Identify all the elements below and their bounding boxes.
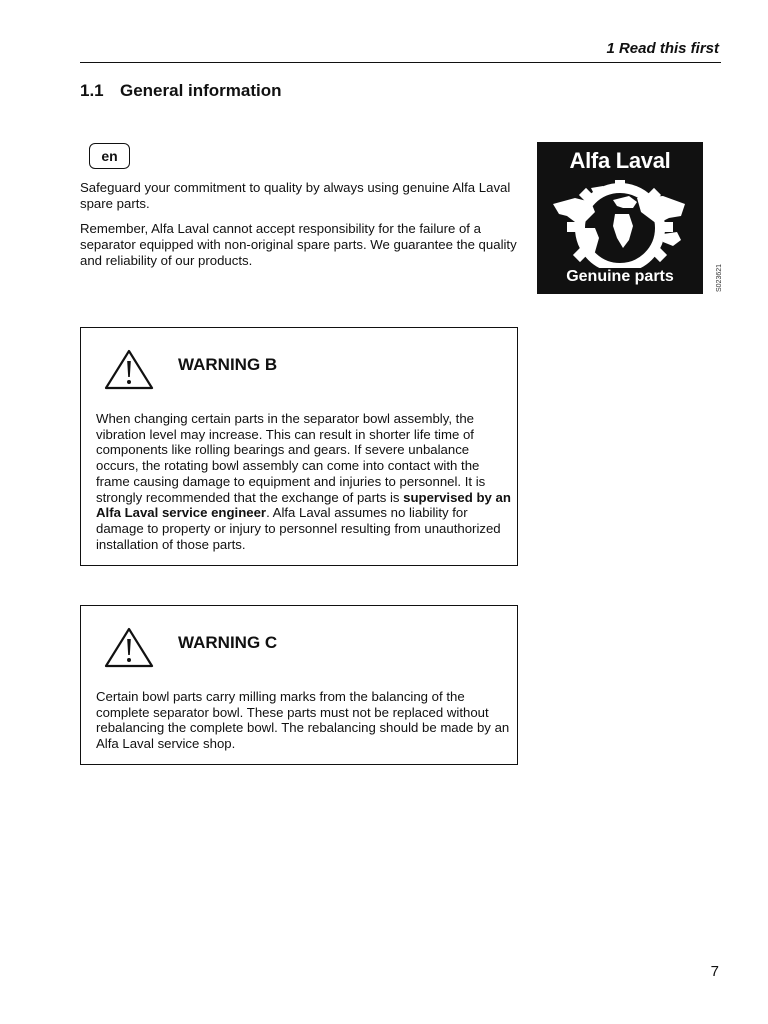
- figure-code: [716, 262, 726, 294]
- header-divider: [80, 62, 721, 63]
- figure-code-text: S023621: [716, 263, 723, 292]
- warning-triangle-icon: [103, 348, 155, 390]
- language-badge: en: [89, 143, 130, 169]
- warning-b-title: WARNING B: [178, 355, 278, 374]
- intro-paragraph-1: Safeguard your commitment to quality by always using genuine Alfa Laval spare parts.: [80, 180, 511, 211]
- section-number: 1.1: [80, 81, 104, 100]
- intro-paragraph-2: Remember, Alfa Laval cannot accept responsibility for the failure of a separator equipped with non-original spare parts. We guarantee the quality and reliability of our products.: [80, 221, 517, 268]
- genuine-parts-logo: [537, 142, 703, 294]
- warning-triangle-icon: [103, 626, 155, 668]
- page-number: 7: [710, 963, 719, 980]
- section-heading: [80, 81, 282, 101]
- gear-globe-icon: [545, 178, 695, 268]
- logo-subtitle-text: Genuine parts: [566, 268, 674, 285]
- warning-b-text-part2: . Alfa Laval assumes no liability for damage to property or injury to personnel resulting from unauthorized installation of those parts.: [96, 505, 501, 552]
- warning-c-box: [80, 605, 518, 765]
- chapter-header: 1 Read this first: [606, 40, 719, 57]
- warning-b-text-bold: supervised by an Alfa Laval service engineer: [96, 489, 511, 521]
- section-title: General information: [120, 81, 282, 100]
- warning-b-box: [80, 327, 518, 566]
- warning-b-text-part1: When changing certain parts in the separator bowl assembly, the vibration level may increase. This can result in shorter life time of components like rolling bearings and gears. If severe unbalance occurs, the rotating bowl assembly can come into contact with the frame causing damage to equipment and injuries to personnel. It is strongly recommended that the exchange of parts is: [96, 411, 486, 505]
- warning-c-title: WARNING C: [178, 633, 278, 652]
- warning-b-text: [96, 411, 511, 552]
- warning-c-text: Certain bowl parts carry milling marks from the balancing of the complete separator bowl. These parts must not be replaced without rebalancing the complete bowl. The rebalancing should be made by an Alfa Laval service shop.: [96, 689, 510, 752]
- logo-brand-text: Alfa Laval: [569, 148, 671, 173]
